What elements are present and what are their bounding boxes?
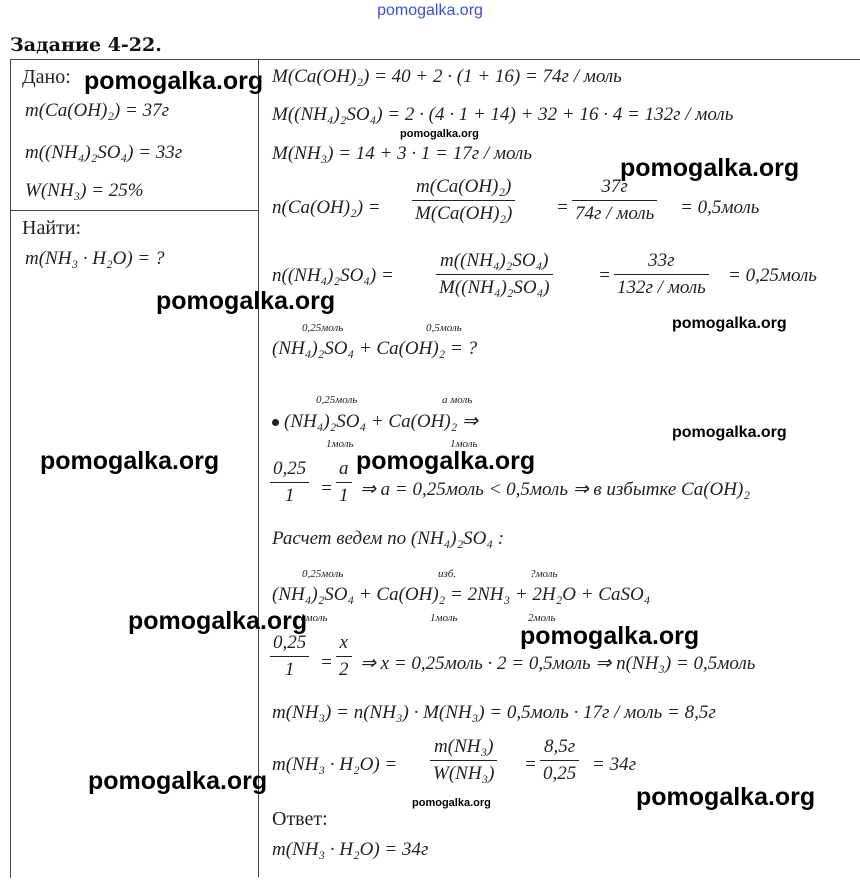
denominator: 1	[284, 659, 295, 680]
reaction-equation: (NH₄)₂SO₄ + Ca(OH)₂ ⇒	[284, 411, 478, 432]
answer-value: m(NH₃ · H₂O) = 34г	[272, 839, 429, 860]
fraction	[572, 176, 657, 225]
given-find-divider	[10, 210, 259, 211]
answer-label: Ответ:	[272, 808, 328, 830]
numerator: 0,25	[270, 458, 309, 483]
find-label: Найти:	[22, 217, 82, 239]
fraction	[270, 632, 309, 681]
fraction	[336, 632, 352, 681]
denominator: 132г / моль	[617, 277, 706, 298]
equation-rhs: ⇒ x = 0,25моль · 2 = 0,5моль ⇒ n(NH₃) = 0,5моль	[360, 653, 756, 674]
calculation-note: Расчет ведем по (NH₄)₂SO₄ :	[272, 528, 505, 549]
reaction-equation: (NH₄)₂SO₄ + Ca(OH)₂ = 2NH₃ + 2H₂O + CaSO₄	[272, 584, 651, 605]
watermark: pomogalka.org	[412, 797, 491, 809]
denominator: 2	[339, 659, 349, 680]
fraction	[336, 458, 352, 507]
equals-sign: =	[524, 754, 537, 775]
watermark: pomogalka.org	[40, 447, 220, 475]
watermark: pomogalka.org	[156, 287, 336, 315]
numerator: 33г	[614, 250, 709, 275]
denominator: M((NH₄)₂SO₄)	[439, 277, 550, 298]
numerator: 8,5г	[540, 736, 579, 761]
amount-annotation: 0,25моль	[302, 322, 344, 334]
molar-mass-line: M((NH₄)₂SO₄) = 2 · (4 · 1 + 14) + 32 + 16 · 4 = 132г / моль	[272, 104, 734, 125]
equation-lhs: m(NH₃ · H₂O) =	[272, 754, 398, 775]
watermark: pomogalka.org	[520, 622, 700, 650]
denominator: 74г / моль	[575, 203, 655, 224]
denominator: M(Ca(OH)₂)	[415, 203, 513, 224]
watermark: pomogalka.org	[84, 67, 264, 95]
task-title: Задание 4-22.	[10, 34, 162, 56]
fraction	[270, 458, 309, 507]
coefficient-annotation: 1моль	[450, 438, 478, 450]
bullet-icon	[272, 419, 279, 426]
given-item: m(Ca(OH)₂) = 37г	[25, 100, 169, 121]
equals-sign: =	[320, 478, 333, 499]
watermark: pomogalka.org	[636, 783, 816, 811]
amount-annotation: 0,25моль	[316, 394, 358, 406]
amount-annotation: а моль	[442, 394, 473, 406]
amount-annotation: 0,25моль	[302, 568, 344, 580]
coefficient-annotation: 1моль	[326, 438, 354, 450]
molar-mass-line: M(Ca(OH)₂) = 40 + 2 · (1 + 16) = 74г / моль	[272, 66, 622, 87]
fraction	[614, 250, 709, 299]
watermark: pomogalka.org	[128, 607, 308, 635]
coefficient-annotation: 2моль	[528, 612, 556, 624]
denominator: 1	[339, 485, 349, 506]
denominator: W(NH₃)	[433, 763, 495, 784]
equals-sign: =	[598, 265, 611, 286]
fraction	[436, 250, 553, 299]
coefficient-annotation: 1моль	[300, 612, 328, 624]
amount-annotation: 0,5моль	[426, 322, 462, 334]
given-item: W(NH₃) = 25%	[25, 180, 144, 201]
numerator: x	[336, 632, 352, 657]
equation-rhs: = 0,25моль	[728, 265, 817, 286]
numerator: m((NH₄)₂SO₄)	[436, 250, 553, 275]
equation-lhs: n(Ca(OH)₂) =	[272, 197, 381, 218]
fraction	[540, 736, 579, 785]
watermark: pomogalka.org	[672, 315, 787, 332]
denominator: 1	[284, 485, 295, 506]
given-item: m((NH₄)₂SO₄) = 33г	[25, 142, 183, 163]
equals-sign: =	[320, 652, 333, 673]
equals-sign: =	[556, 197, 569, 218]
denominator: 0,25	[543, 763, 577, 784]
given-label: Дано:	[22, 66, 71, 88]
mass-equation: m(NH₃) = n(NH₃) · M(NH₃) = 0,5моль · 17г / моль = 8,5г	[272, 702, 716, 723]
numerator: 0,25	[270, 632, 309, 657]
fraction	[430, 736, 497, 785]
column-divider	[258, 59, 259, 877]
amount-annotation: ?моль	[530, 568, 558, 580]
equation-lhs: n((NH₄)₂SO₄) =	[272, 265, 394, 286]
equation-rhs: = 34г	[592, 754, 636, 775]
fraction	[412, 176, 515, 225]
watermark: pomogalka.org	[620, 154, 800, 182]
numerator: m(Ca(OH)₂)	[412, 176, 515, 201]
watermark: pomogalka.org	[356, 447, 536, 475]
numerator: а	[336, 458, 352, 483]
reaction-question: (NH₄)₂SO₄ + Ca(OH)₂ = ?	[272, 338, 478, 359]
molar-mass-line: M(NH₃) = 14 + 3 · 1 = 17г / моль	[272, 143, 532, 164]
equation-rhs: ⇒ а = 0,25моль < 0,5моль ⇒ в избытке Ca(OH)₂	[360, 479, 750, 500]
watermark: pomogalka.org	[672, 424, 787, 441]
find-item: m(NH₃ · H₂O) = ?	[25, 248, 165, 269]
site-header-link[interactable]: pomogalka.org	[377, 2, 483, 19]
watermark: pomogalka.org	[400, 128, 479, 140]
numerator: 37г	[572, 176, 657, 201]
amount-annotation: изб.	[438, 568, 457, 580]
equation-rhs: = 0,5моль	[680, 197, 760, 218]
numerator: m(NH₃)	[430, 736, 497, 761]
watermark: pomogalka.org	[88, 767, 268, 795]
coefficient-annotation: 1моль	[430, 612, 458, 624]
